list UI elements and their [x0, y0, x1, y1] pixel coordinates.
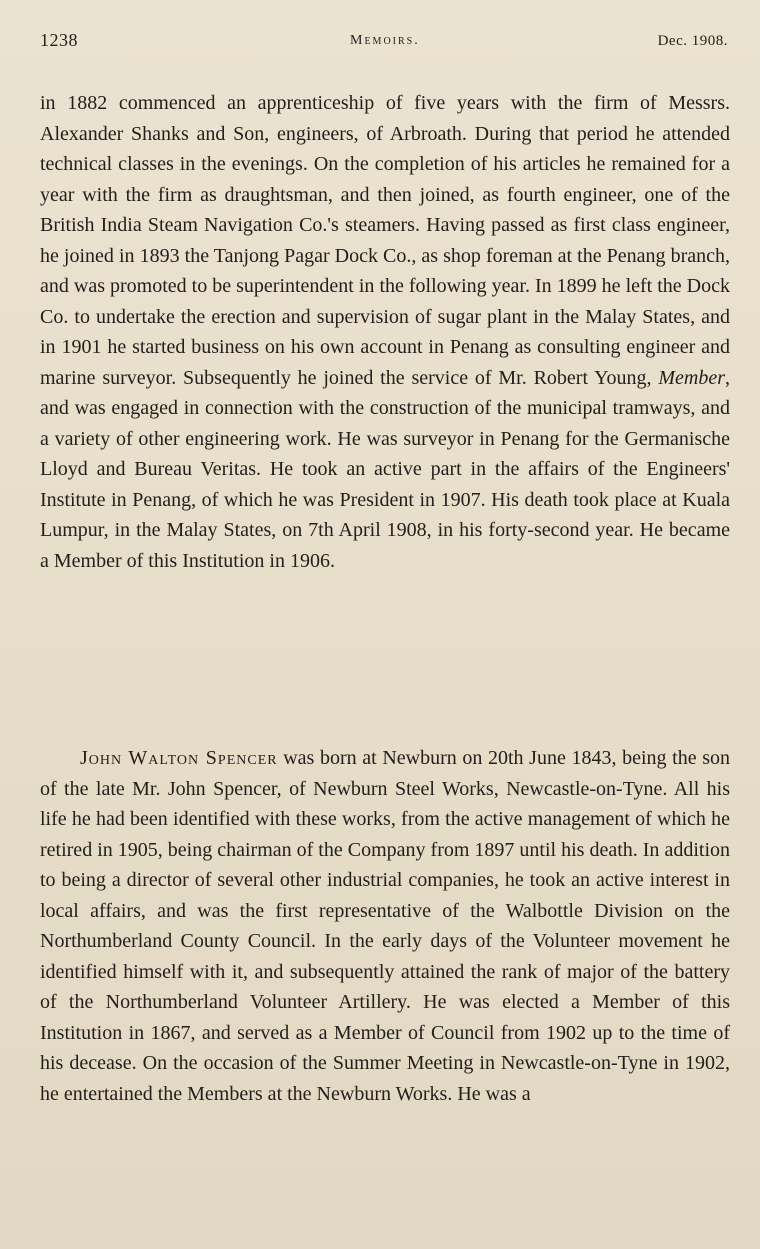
page-header — [40, 30, 728, 60]
memoir-text: was born at Newburn on 20th June 1843, being the son of the late Mr. John Spencer, of Newburn Steel Works, Newcastle-on-Tyne. All his life he had been identified with these works, from the active management of which he retired in 1905, being chairman of the Company from 1897 until his death. In addition to being a director of several other industrial companies, he took an active interest in local affairs, and was the first representative of the Walbottle Division on the Northumberland County Council. In the early days of the Volunteer movement he identified himself with it, and subsequently attained the rank of major of the battery of the Northumberland Volunteer Artillery. He was elected a Member of this Institution in 1867, and served as a Member of Council from 1902 up to the time of his decease. On the occasion of the Summer Meeting in Newcastle-on-Tyne in 1902, he entertained the Members at the Newburn Works. He was a — [40, 747, 731, 1105]
issue-date: Dec. 1908. — [657, 33, 728, 49]
memoir-paragraph-continued — [40, 88, 730, 576]
memoir-text-part-2: , and was engaged in connection with the construction of the municipal tramways, and a variety of other engineering work. He was surveyor in Penang for the Germanische Lloyd and Bureau Veritas. He took an active part in the affairs of the Engineers' Institute in Penang, of which he was President in 1907. His death took place at Kuala Lumpur, in the Malay States, on 7th April 1908, in his forty-second year. He became a Member of this Institution in 1906. — [40, 366, 730, 572]
memoir-text-part-1: in 1882 commenced an apprenticeship of five years with the firm of Messrs. Alexander Shanks and Son, engineers, of Arbroath. During that period he attended technical classes in the evenings. On the completion of his articles he remained for a year with the firm as draughtsman, and then joined, as fourth engineer, one of the British India Steam Navigation Co.'s steamers. Having passed as first class engineer, he joined in 1893 the Tanjong Pagar Dock Co., as shop foreman at the Penang branch, and was promoted to be superintendent in the following year. In 1899 he left the Dock Co. to undertake the erection and supervision of sugar plant in the Malay States, and in 1901 he started business on his own account in Penang as consulting engineer and marine surveyor. Subsequently he joined the service of Mr. Robert Young, — [40, 92, 730, 389]
page-number: 1238 — [40, 30, 78, 50]
memoir-subject-name: John Walton Spencer — [80, 747, 278, 769]
memoir-paragraph-spencer — [40, 743, 730, 1109]
running-title: Memoirs. — [350, 33, 420, 48]
member-italic: Member — [658, 366, 725, 389]
